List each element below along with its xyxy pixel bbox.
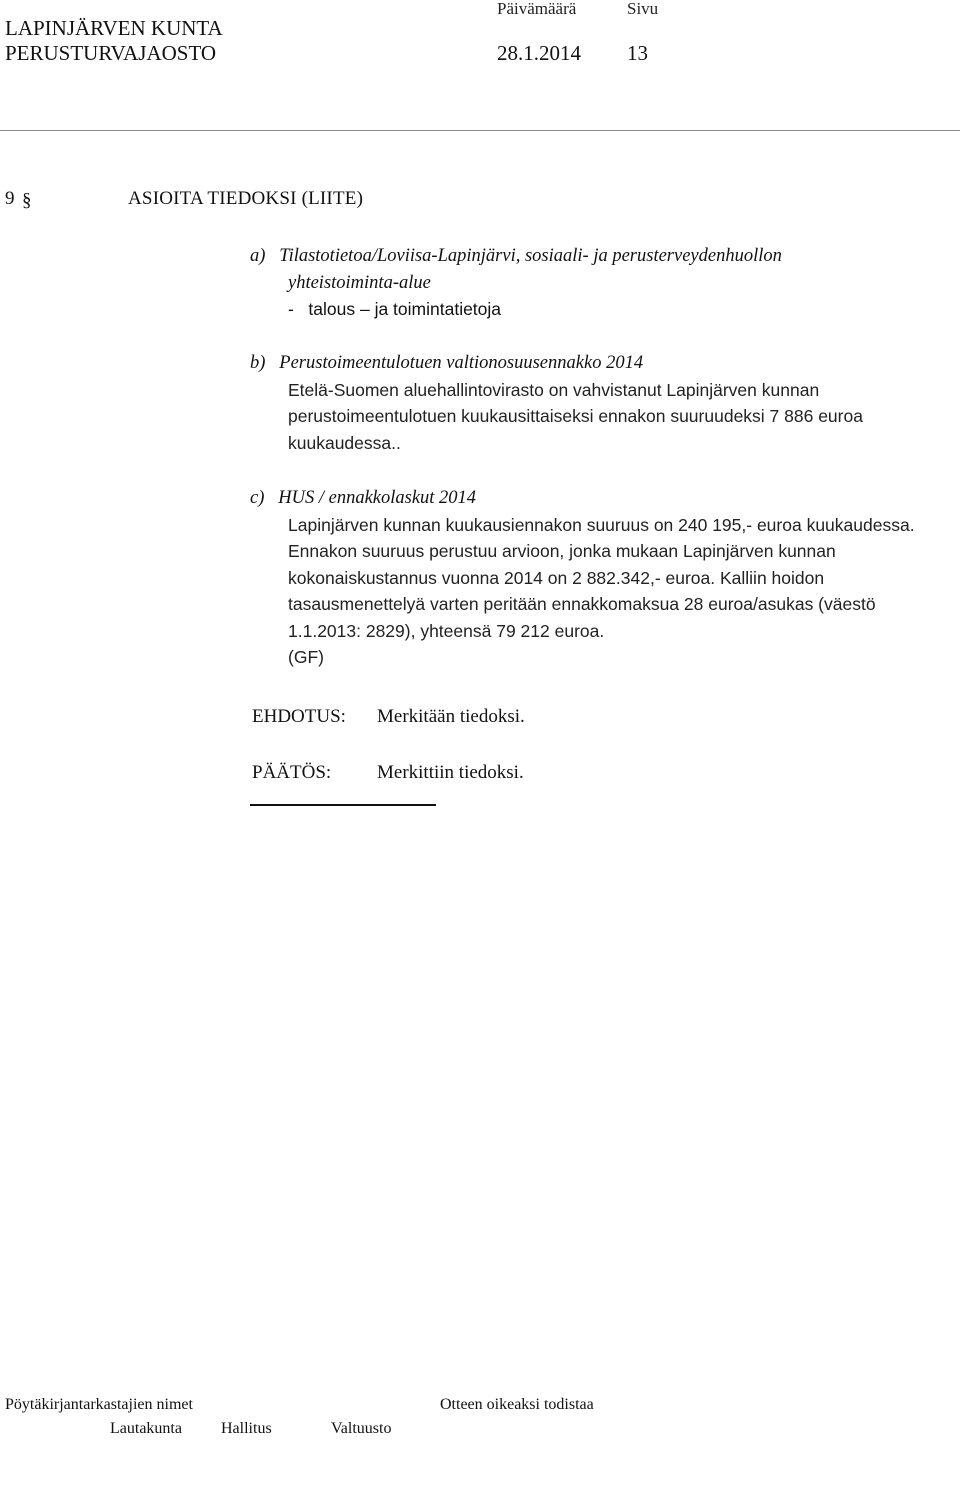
item-b-label: b) bbox=[250, 353, 266, 373]
section-number: 9 bbox=[5, 188, 15, 209]
item-a-label: a) bbox=[250, 246, 266, 266]
date-label: Päivämäärä bbox=[497, 0, 577, 18]
item-b-title: Perustoimeentulotuen valtionosuusennakko 2014 bbox=[279, 353, 644, 373]
item-c-label: c) bbox=[250, 488, 265, 508]
page-label: Sivu bbox=[627, 0, 659, 18]
section-title: ASIOITA TIEDOKSI (LIITE) bbox=[128, 188, 364, 209]
decision-text: Merkittiin tiedoksi. bbox=[377, 762, 524, 783]
end-line bbox=[250, 804, 436, 806]
footer-executive: Hallitus bbox=[221, 1420, 272, 1437]
page-number: 13 bbox=[627, 41, 648, 65]
header-divider bbox=[0, 130, 960, 131]
item-a-subitem: - talous – ja toimintatietoja bbox=[288, 299, 502, 319]
item-a-title: Tilastotietoa/Loviisa-Lapinjärvi, sosiaali- ja perusterveydenhuollon bbox=[279, 246, 782, 266]
organization-name: LAPINJÄRVEN KUNTA bbox=[5, 16, 223, 40]
footer-board: Lautakunta bbox=[110, 1420, 182, 1437]
document-date: 28.1.2014 bbox=[497, 41, 581, 65]
item-c-text: Lapinjärven kunnan kuukausiennakon suuruus on 240 195,- euroa kuukaudessa. Ennakon suuruus perustuu arvioon, jonka mukaan Lapinjärven kunnan kokonaiskustannus vuonna 2014 on 2 882.342,- euroa. Kalliin hoidon tasausmenettelyä varten peritään ennakkomaksua 28 euroa/asukas (väestö 1.1.2013: 2829), yhteensä 79 212 euroa. bbox=[288, 514, 915, 641]
item-c-signature: (GF) bbox=[288, 647, 324, 667]
item-c bbox=[250, 485, 940, 671]
section-mark: § bbox=[22, 190, 32, 211]
item-b bbox=[250, 350, 940, 456]
decision-label: PÄÄTÖS: bbox=[252, 762, 332, 783]
proposal-label: EHDOTUS: bbox=[252, 706, 346, 727]
item-c-title: HUS / ennakkolaskut 2014 bbox=[278, 488, 477, 508]
committee-name: PERUSTURVAJAOSTO bbox=[5, 41, 217, 65]
footer-council: Valtuusto bbox=[331, 1420, 392, 1437]
proposal-text: Merkitään tiedoksi. bbox=[377, 706, 525, 727]
item-a bbox=[250, 243, 940, 323]
footer-certified-label: Otteen oikeaksi todistaa bbox=[440, 1396, 594, 1413]
item-b-text: Etelä-Suomen aluehallintovirasto on vahvistanut Lapinjärven kunnan perustoimeentulotuen kuukausittaiseksi ennakon suuruudeksi 7 886 euroa kuukaudessa.. bbox=[288, 379, 863, 453]
footer-checkers-label: Pöytäkirjantarkastajien nimet bbox=[5, 1396, 193, 1413]
item-a-title-cont: yhteistoiminta-alue bbox=[288, 272, 431, 293]
